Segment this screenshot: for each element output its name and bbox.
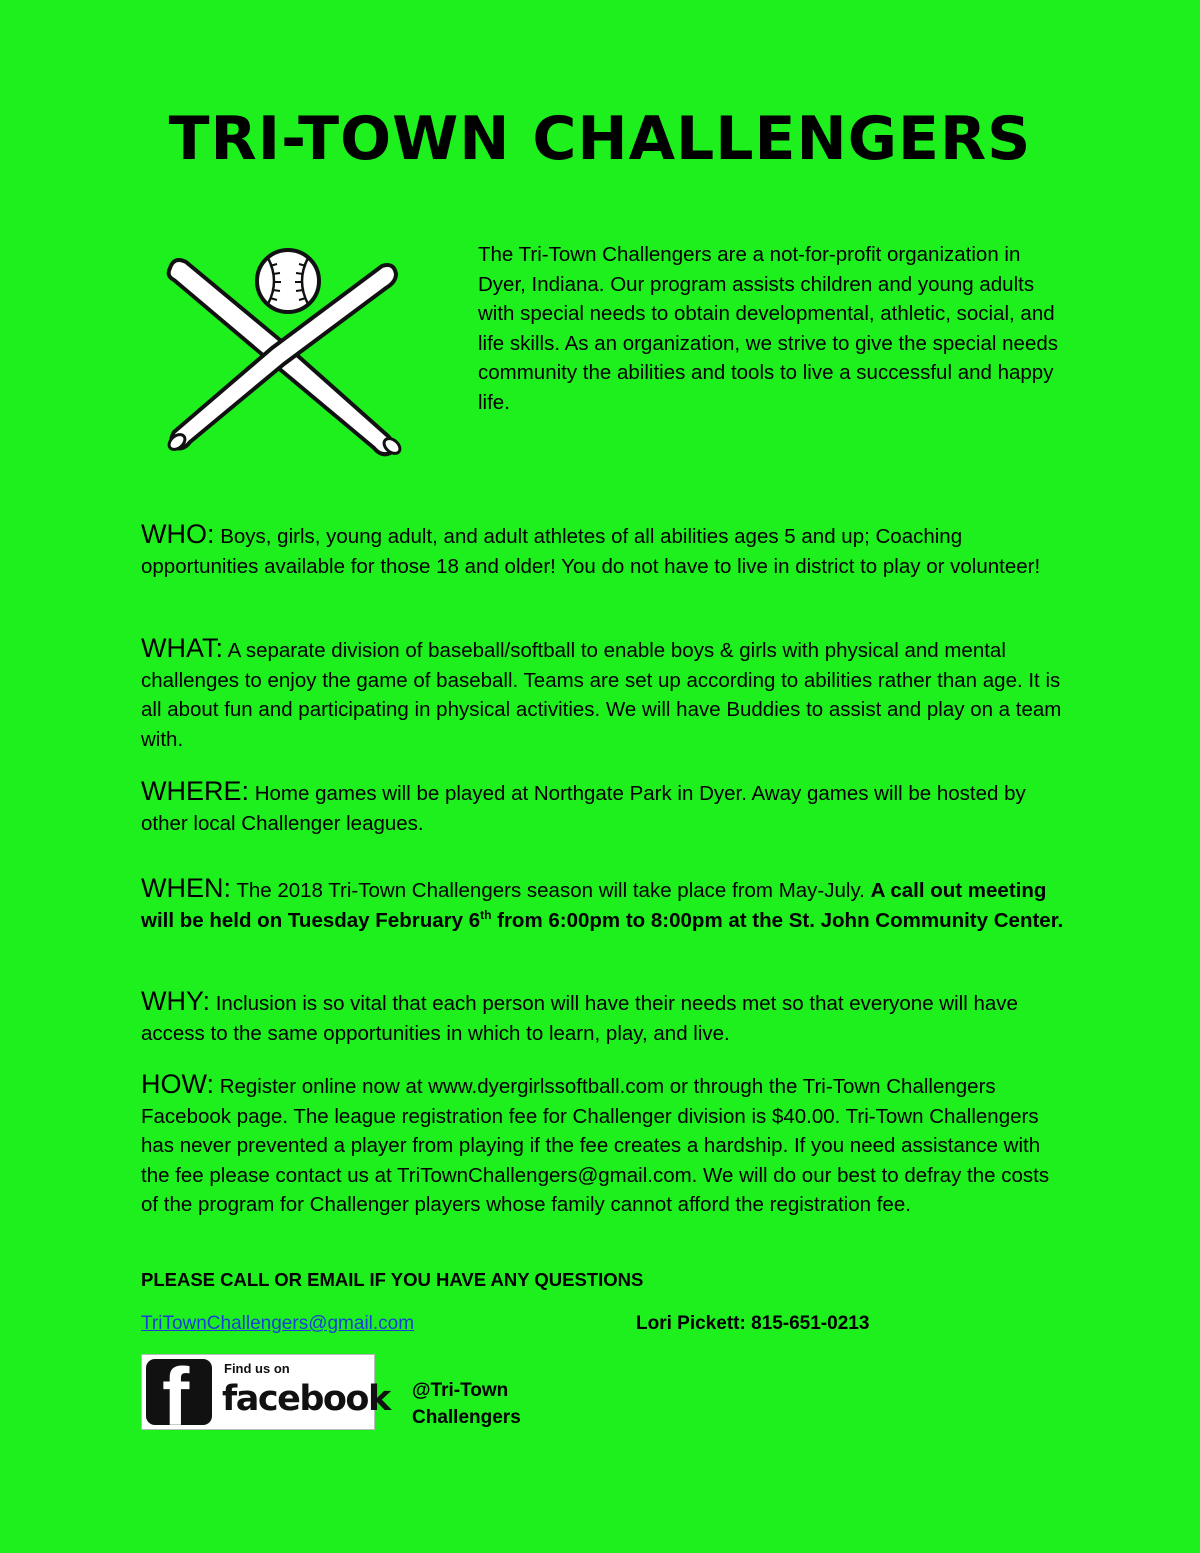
why-text: Inclusion is so vital that each person will have their needs met so that everyone will have access to the same opportunities in which to learn, play, and live. [141,992,1018,1045]
intro-paragraph: The Tri-Town Challengers are a not-for-profit organization in Dyer, Indiana. Our program assists children and young adults with special needs to obtain developmental, athletic, social, and life skills. As an organization, we strive to give the special needs community the abilities and tools to live a successful and happy life. [478,243,1058,414]
when-section [141,874,1071,935]
who-label: WHO: [141,519,215,549]
facebook-f-letter: f [162,1359,190,1425]
callout-meeting-text-start: A call out meeting will be held on Tuesday February 6 [141,879,1047,932]
when-label: WHEN: [141,873,231,903]
crossed-bats-baseball-icon [160,248,410,463]
when-text: The 2018 Tri-Town Challengers season will take place from May-July. [236,879,865,902]
email-link[interactable]: TriTownChallengers@gmail.com [141,1313,415,1334]
where-section [141,777,1071,838]
who-text: Boys, girls, young adult, and adult athletes of all abilities ages 5 and up; Coaching opportunities available for those 18 and older! You do not have to live in district to play or volunteer! [141,525,1041,578]
page-title: TRI-TOWN CHALLENGERS [168,104,1032,174]
facebook-handle [412,1377,612,1431]
what-section [141,634,1071,754]
facebook-handle-line1: @Tri-Town [412,1380,509,1401]
facebook-find-us-text: Find us on [224,1361,290,1376]
why-label: WHY: [141,986,211,1016]
who-section [141,520,1071,581]
questions-callout: PLEASE CALL OR EMAIL IF YOU HAVE ANY QUESTIONS [141,1269,644,1290]
how-label: HOW: [141,1069,214,1099]
facebook-f-square [146,1359,212,1425]
where-text: Home games will be played at Northgate Park in Dyer. Away games will be hosted by other local Challenger leagues. [141,782,1026,835]
facebook-logo-icon[interactable] [141,1354,390,1430]
what-label: WHAT: [141,633,223,663]
how-text: Register online now at www.dyergirlssoftball.com or through the Tri-Town Challengers Facebook page. The league registration fee for Challenger division is $40.00. Tri-Town Challengers has never prevented a player from playing if the fee creates a hardship. If you need assistance with the fee please contact us at TriTownChallengers@gmail.com. We will do our best to defray the costs of the program for Challenger players whose family cannot afford the registration fee. [141,1075,1050,1216]
what-text: A separate division of baseball/softball to enable boys & girls with physical and mental challenges to enjoy the game of baseball. Teams are set up according to abilities rather than age. It is all about fun and participating in physical activities. We will have Buddies to assist and play on a team with. [141,639,1062,751]
callout-meeting-date-suffix: th [480,907,492,922]
phone-contact: Lori Pickett: 815-651-0213 [636,1313,870,1334]
why-section [141,987,1071,1048]
how-section [141,1070,1071,1220]
where-label: WHERE: [141,776,249,806]
facebook-wordmark: facebook [222,1379,390,1419]
callout-meeting-text-end: from 6:00pm to 8:00pm at the St. John Community Center. [491,908,1064,932]
facebook-handle-line2: Challengers [412,1407,521,1428]
